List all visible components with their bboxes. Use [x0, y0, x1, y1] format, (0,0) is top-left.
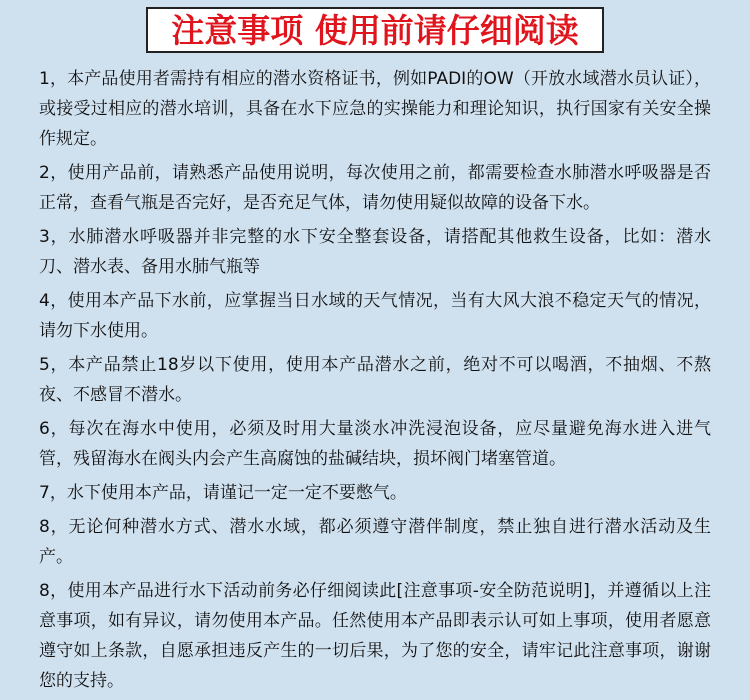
notes-list — [39, 64, 711, 700]
title-box — [146, 7, 604, 53]
note-item: 7，水下使用本产品，请谨记一定一定不要憋气。 — [39, 483, 407, 503]
note-item: 4，使用本产品下水前，应掌握当日水域的天气情况，当有大风大浪不稳定天气的情况，请勿下水使用。 — [39, 291, 711, 341]
note-item: 8，无论何种潜水方式、潜水水域，都必须遵守潜伴制度，禁止独自进行潜水活动及生产。 — [39, 517, 711, 567]
note-item: 2，使用产品前，请熟悉产品使用说明，每次使用之前，都需要检查水肺潜水呼吸器是否正常，查看气瓶是否完好，是否充足气体，请勿使用疑似故障的设备下水。 — [39, 163, 711, 213]
note-item: 6，每次在海水中使用，必须及时用大量淡水冲洗浸泡设备，应尽量避免海水进入进气管，残留海水在阀头内会产生高腐蚀的盐碱结块，损坏阀门堵塞管道。 — [39, 419, 711, 469]
note-item: 5，本产品禁止18岁以下使用，使用本产品潜水之前，绝对不可以喝酒，不抽烟、不熬夜、不感冒不潜水。 — [39, 355, 711, 405]
note-item: 3，水肺潜水呼吸器并非完整的水下安全整套设备，请搭配其他救生设备，比如：潜水刀、潜水表、备用水肺气瓶等 — [39, 227, 711, 277]
page-title: 注意事项 使用前请仔细阅读 — [171, 10, 579, 50]
note-item: 1，本产品使用者需持有相应的潜水资格证书，例如PADI的OW（开放水域潜水员认证），或接受过相应的潜水培训，具备在水下应急的实操能力和理论知识，执行国家有关安全操作规定。 — [39, 69, 711, 149]
note-item: 8，使用本产品进行水下活动前务必仔细阅读此[注意事项-安全防范说明]，并遵循以上注意事项，如有异议，请勿使用本产品。任然使用本产品即表示认可如上事项，使用者愿意遵守如上条款，自愿承担违反产生的一切后果，为了您的安全，请牢记此注意事项，谢谢您的支持。 — [39, 581, 711, 691]
